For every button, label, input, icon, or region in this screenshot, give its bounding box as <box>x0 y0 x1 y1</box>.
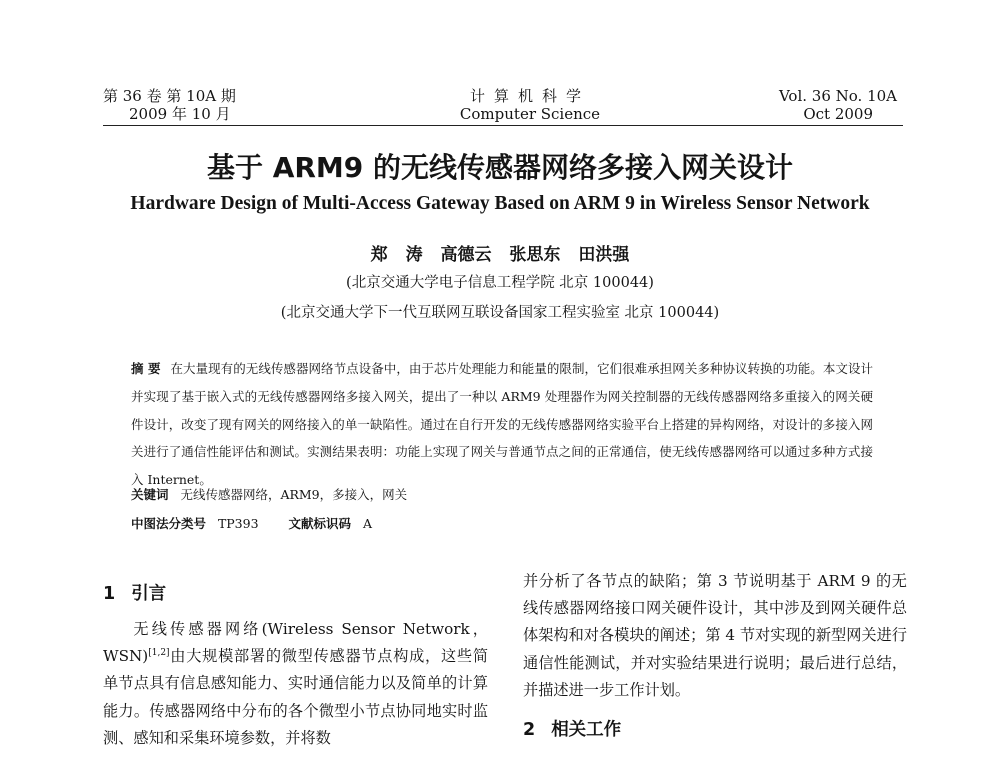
journal-name-en: Computer Science <box>459 105 601 123</box>
classification-line <box>131 514 372 532</box>
keywords <box>131 485 407 503</box>
classification-label: 中图法分类号 <box>131 516 207 531</box>
document-code-value: A <box>362 516 373 531</box>
paper-title-zh: 基于 ARM9 的无线传感器网络多接入网关设计 <box>206 151 794 184</box>
section-1-heading <box>103 580 166 605</box>
intro-text-a: 无线传感器网络(Wireless Sensor Network，WSN) <box>103 620 488 666</box>
paper-title-en: Hardware Design of Multi-Access Gateway Based on ARM 9 in Wireless Sensor Network <box>130 193 870 214</box>
affiliation-1: (北京交通大学电子信息工程学院 北京 100044) <box>346 275 654 291</box>
intro-text-b: 由大规模部署的微型传感器节点构成，这些简单节点具有信息感知能力、实时通信能力以及简单的计算能力。传感器网络中分布的各个微型小节点协同地实时监测、感知和采集环境参数，并将数 <box>103 647 488 747</box>
abstract-text: 在大量现有的无线传感器网络节点设备中，由于芯片处理能力和能量的限制，它们很难承担网关多种协议转换的功能。本文设计并实现了基于嵌入式的无线传感器网络多接入网关，提出了一种以 ARM9 处理器作为网关控制器的无线传感器网络多重接入的网关硬件设计，改变了现有网关的网络接入的单一缺陷性。通过在自行开发的无线传感器网络实验平台上搭建的异构网络，对设计的多接入网关进行了通信性能评估和测试。实测结果表明：功能上实现了网关与普通节点之间的正常通信，使无线传感器网络可以通过多种方式接入 Internet。 <box>131 361 873 488</box>
right-column-paragraph: 并分析了各节点的缺陷；第 3 节说明基于 ARM 9 的无线传感器网络接口网关硬件设计，其中涉及到网关硬件总体架构和对各模块的阐述；第 4 节对实现的新型网关进行通信性能测试，并对实验结果进行说明；最后进行总结，并描述进一步工作计划。 <box>523 572 907 699</box>
publish-date-zh: 2009 年 10 月 <box>129 105 231 123</box>
running-header-left <box>103 87 236 123</box>
affiliation-2: (北京交通大学下一代互联网互联设备国家工程实验室 北京 100044) <box>280 305 720 321</box>
volume-issue-en: Vol. 36 No. 10A <box>778 87 897 105</box>
running-header-right <box>779 87 897 123</box>
classification-value: TP393 <box>217 516 259 531</box>
section-2-heading <box>523 716 621 741</box>
keywords-label: 关键词 <box>131 487 169 502</box>
header-divider <box>103 125 903 126</box>
document-code-label: 文献标识码 <box>288 516 352 531</box>
abstract <box>131 355 873 494</box>
section-1-number: 1 <box>103 584 116 604</box>
publish-date-en: Oct 2009 <box>803 105 873 123</box>
left-column-paragraph <box>103 616 488 752</box>
section-1-title: 引言 <box>131 584 167 604</box>
section-2-number: 2 <box>523 720 536 740</box>
keywords-text: 无线传感器网络，ARM9，多接入，网关 <box>180 487 408 502</box>
citation-1-2: [1,2] <box>148 648 170 659</box>
abstract-label: 摘 要 <box>131 361 161 376</box>
running-header-center <box>400 87 660 123</box>
journal-name-zh: 计算机科学 <box>469 87 590 105</box>
volume-issue: 第 36 卷 第 10A 期 <box>103 87 236 105</box>
section-2-title: 相关工作 <box>551 720 622 740</box>
author-list: 郑 涛 高德云 张思东 田洪强 <box>370 245 630 265</box>
